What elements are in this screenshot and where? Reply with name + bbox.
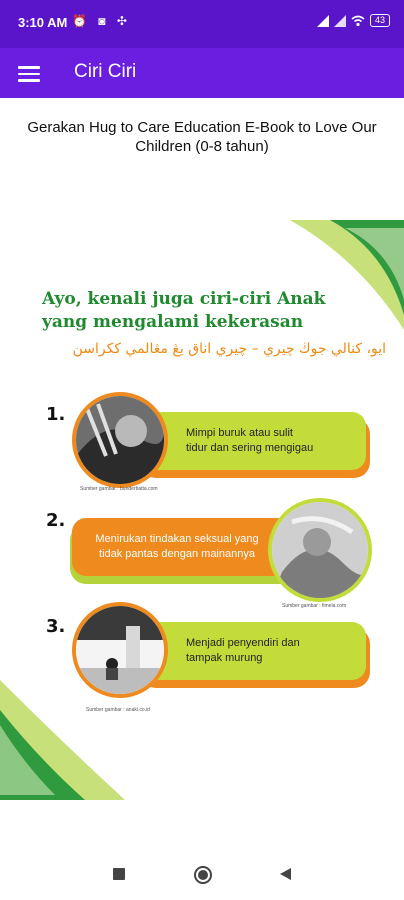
- item-2-text-line-2: tidak pantas dengan mainannya: [99, 548, 255, 560]
- square-recents-icon[interactable]: [112, 867, 126, 886]
- system-icons: [317, 14, 390, 27]
- item-1-text-line-1: Mimpi buruk atau sulit: [186, 427, 293, 439]
- book-title: Gerakan Hug to Care Education E-Book to Love Our Children (0-8 tahun): [27, 119, 377, 155]
- headline-line-1: Ayo, kenali juga ciri-ciri Anak: [42, 289, 326, 309]
- item-3-source: Sumber gambar : anaki.co.id: [86, 707, 150, 713]
- wifi-icon: [351, 15, 365, 27]
- app-bar: [0, 48, 404, 98]
- navigation-bar: [0, 852, 404, 900]
- item-1-pill: [140, 412, 366, 470]
- item-3-pill: [140, 622, 366, 680]
- page-headline: [42, 288, 382, 334]
- circle-home-icon[interactable]: [193, 865, 213, 890]
- status-time: 3:10 AM: [18, 15, 68, 30]
- hamburger-menu-icon[interactable]: [18, 63, 40, 83]
- signal-icon: [317, 15, 329, 27]
- item-2-text-line-1: Menirukan tindakan seksual yang: [95, 533, 259, 545]
- item-number-1: 1.: [46, 404, 66, 425]
- app-title: Ciri Ciri: [74, 61, 137, 82]
- item-1-photo: [72, 392, 168, 488]
- item-2-source: Sumber gambar : fimela.com: [282, 603, 347, 609]
- item-number-3: 3.: [46, 616, 66, 637]
- item-3-text-line-1: Menjadi penyendiri dan: [186, 637, 300, 649]
- item-3-photo: [72, 602, 168, 698]
- signal-icon-2: [334, 15, 346, 27]
- item-number-2: 2.: [46, 510, 66, 531]
- notification-icons: ⏰ ◙ ✣: [72, 14, 131, 28]
- headline-line-2: yang mengalami kekerasan: [42, 312, 304, 332]
- item-1-source: Sumber gambar : bunderbatta.com: [80, 486, 158, 492]
- item-3-text-line-2: tampak murung: [186, 652, 263, 664]
- item-2-pill: [72, 518, 296, 576]
- item-1-text-line-2: tidur dan sering mengigau: [186, 442, 314, 454]
- item-2-photo: [268, 498, 372, 602]
- battery-icon: 43: [370, 14, 390, 27]
- triangle-back-icon[interactable]: [278, 867, 292, 886]
- status-bar: [0, 0, 404, 48]
- jawi-subtitle: ايو، كنالي جوڬ چيري – چيري اناق يڠ مڠالمي ككراسن: [72, 341, 386, 357]
